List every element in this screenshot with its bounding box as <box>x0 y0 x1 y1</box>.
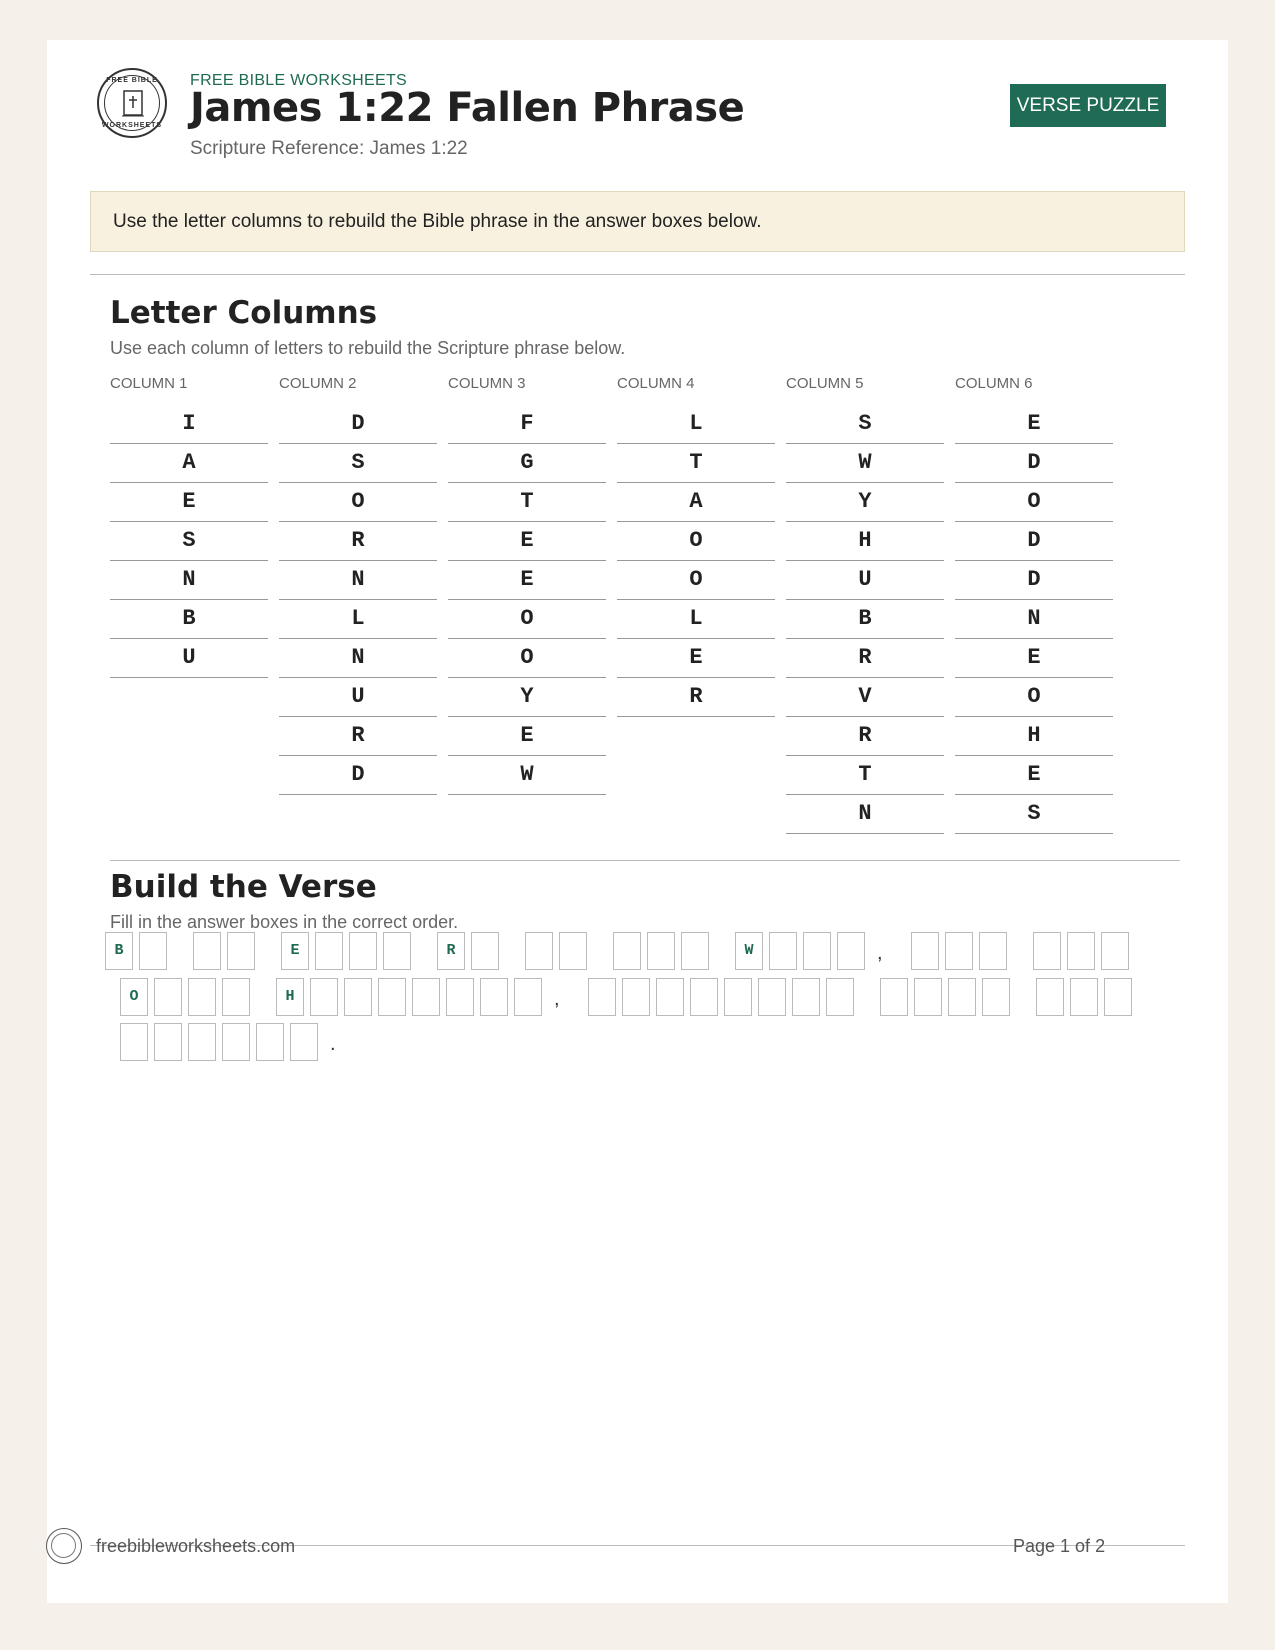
letter-cell: E <box>955 405 1113 444</box>
answer-box[interactable] <box>188 1023 216 1061</box>
answer-box[interactable] <box>154 978 182 1016</box>
answer-box[interactable] <box>945 932 973 970</box>
letter-cell: O <box>955 483 1113 522</box>
letter-cell: U <box>110 639 268 678</box>
punctuation-mark: . <box>330 1033 336 1055</box>
letter-cell: D <box>955 561 1113 600</box>
letter-cell: U <box>279 678 437 717</box>
column-label: COLUMN 6 <box>955 375 1033 392</box>
answer-box[interactable] <box>1036 978 1064 1016</box>
answer-box[interactable] <box>471 932 499 970</box>
letter-cell: O <box>955 678 1113 717</box>
letter-cell: G <box>448 444 606 483</box>
answer-box[interactable] <box>792 978 820 1016</box>
site-eyebrow: FREE BIBLE WORKSHEETS <box>190 72 408 89</box>
letter-cell: E <box>955 639 1113 678</box>
footer-site-url: freebibleworksheets.com <box>96 1536 296 1556</box>
letter-cell: Y <box>448 678 606 717</box>
footer-logo <box>46 1528 82 1564</box>
answer-box[interactable] <box>656 978 684 1016</box>
letter-cell: O <box>448 600 606 639</box>
answer-box[interactable] <box>349 932 377 970</box>
answer-box[interactable] <box>222 1023 250 1061</box>
letter-cell: R <box>279 717 437 756</box>
column-label: COLUMN 2 <box>279 375 357 392</box>
section-divider <box>90 274 1185 275</box>
letter-cell: A <box>617 483 775 522</box>
letter-cell: L <box>617 600 775 639</box>
build-verse-description: Fill in the answer boxes in the correct order. <box>110 912 459 932</box>
answer-box[interactable] <box>193 932 221 970</box>
answer-box[interactable]: R <box>437 932 465 970</box>
letter-cell: H <box>786 522 944 561</box>
letter-cell: U <box>786 561 944 600</box>
answer-box[interactable] <box>480 978 508 1016</box>
answer-box[interactable] <box>880 978 908 1016</box>
answer-box[interactable] <box>914 978 942 1016</box>
answer-box[interactable] <box>690 978 718 1016</box>
letter-cell: E <box>955 756 1113 795</box>
letter-cell: A <box>110 444 268 483</box>
answer-box[interactable] <box>948 978 976 1016</box>
letter-cell: S <box>786 405 944 444</box>
answer-box[interactable]: E <box>281 932 309 970</box>
answer-box[interactable] <box>559 932 587 970</box>
column-label: COLUMN 4 <box>617 375 695 392</box>
answer-box[interactable] <box>837 932 865 970</box>
letter-cell: D <box>955 444 1113 483</box>
letter-cell: S <box>110 522 268 561</box>
answer-box[interactable] <box>525 932 553 970</box>
letter-cell: R <box>786 639 944 678</box>
answer-box[interactable] <box>120 1023 148 1061</box>
answer-box[interactable] <box>803 932 831 970</box>
answer-box[interactable] <box>310 978 338 1016</box>
answer-box[interactable] <box>514 978 542 1016</box>
answer-box[interactable] <box>315 932 343 970</box>
letter-cell: T <box>786 756 944 795</box>
answer-box[interactable] <box>1101 932 1129 970</box>
letter-cell: B <box>786 600 944 639</box>
column-label: COLUMN 5 <box>786 375 864 392</box>
letter-column <box>279 375 437 795</box>
build-verse-title: Build the Verse <box>110 869 377 905</box>
answer-box[interactable] <box>647 932 675 970</box>
answer-box[interactable] <box>154 1023 182 1061</box>
letter-column <box>110 375 268 678</box>
letter-cell: D <box>279 756 437 795</box>
letter-cell: W <box>448 756 606 795</box>
section-divider <box>110 860 1180 861</box>
answer-box[interactable] <box>378 978 406 1016</box>
letter-cell: F <box>448 405 606 444</box>
answer-box[interactable] <box>222 978 250 1016</box>
letter-cell: N <box>955 600 1113 639</box>
answer-box[interactable] <box>256 1023 284 1061</box>
answer-box[interactable] <box>758 978 786 1016</box>
column-label: COLUMN 1 <box>110 375 188 392</box>
letter-cell: E <box>448 717 606 756</box>
letter-cell: E <box>448 561 606 600</box>
bible-icon <box>119 88 149 120</box>
answer-box[interactable] <box>446 978 474 1016</box>
answer-box[interactable] <box>139 932 167 970</box>
letter-cell: W <box>786 444 944 483</box>
letter-cell: I <box>110 405 268 444</box>
letter-cell: R <box>279 522 437 561</box>
answer-box[interactable] <box>724 978 752 1016</box>
answer-box[interactable] <box>227 932 255 970</box>
letter-cell: E <box>617 639 775 678</box>
punctuation-mark: , <box>554 988 560 1010</box>
answer-box[interactable] <box>911 932 939 970</box>
answer-box[interactable]: B <box>105 932 133 970</box>
letter-cell: R <box>617 678 775 717</box>
letter-cell: S <box>279 444 437 483</box>
answer-box[interactable]: H <box>276 978 304 1016</box>
letter-cell: O <box>617 522 775 561</box>
letter-cell: L <box>279 600 437 639</box>
worksheet-page <box>47 40 1228 1603</box>
answer-box[interactable] <box>383 932 411 970</box>
letter-cell: N <box>279 561 437 600</box>
letter-cell: N <box>279 639 437 678</box>
instructions-box: Use the letter columns to rebuild the Bible phrase in the answer boxes below. <box>90 191 1185 252</box>
letter-cell: E <box>110 483 268 522</box>
answer-box[interactable] <box>344 978 372 1016</box>
letter-columns-title: Letter Columns <box>110 295 378 331</box>
letter-cell: V <box>786 678 944 717</box>
letter-cell: H <box>955 717 1113 756</box>
letter-cell: T <box>448 483 606 522</box>
answer-box[interactable] <box>290 1023 318 1061</box>
letter-cell: N <box>110 561 268 600</box>
page-title: James 1:22 Fallen Phrase <box>190 85 745 131</box>
site-logo <box>97 68 167 138</box>
letter-cell: N <box>786 795 944 834</box>
puzzle-type-badge: VERSE PUZZLE <box>1010 84 1166 127</box>
answer-box[interactable]: O <box>120 978 148 1016</box>
answer-box[interactable] <box>613 932 641 970</box>
letter-column <box>617 375 775 717</box>
answer-box[interactable] <box>622 978 650 1016</box>
letter-cell: E <box>448 522 606 561</box>
answer-box[interactable] <box>826 978 854 1016</box>
answer-box[interactable] <box>1104 978 1132 1016</box>
answer-box[interactable] <box>588 978 616 1016</box>
scripture-reference: Scripture Reference: James 1:22 <box>190 138 468 159</box>
logo-text-top: FREE BIBLE <box>106 77 158 84</box>
letter-cell: T <box>617 444 775 483</box>
letter-cell: O <box>617 561 775 600</box>
page-number: Page 1 of 2 <box>1013 1536 1106 1556</box>
answer-box[interactable] <box>1033 932 1061 970</box>
letter-cell: L <box>617 405 775 444</box>
answer-box[interactable] <box>982 978 1010 1016</box>
column-label: COLUMN 3 <box>448 375 526 392</box>
answer-box[interactable] <box>979 932 1007 970</box>
answer-box[interactable] <box>1070 978 1098 1016</box>
letter-cell: O <box>279 483 437 522</box>
answer-box[interactable]: W <box>735 932 763 970</box>
letter-cell: D <box>279 405 437 444</box>
letter-cell: B <box>110 600 268 639</box>
letter-cell: O <box>448 639 606 678</box>
letter-column <box>448 375 606 795</box>
answer-box[interactable] <box>1067 932 1095 970</box>
answer-box[interactable] <box>412 978 440 1016</box>
punctuation-mark: , <box>877 942 883 964</box>
header <box>47 40 1228 170</box>
logo-text-bottom: WORKSHEETS <box>101 122 163 129</box>
letter-cell: Y <box>786 483 944 522</box>
letter-column <box>786 375 944 834</box>
answer-box[interactable] <box>188 978 216 1016</box>
letter-cell: S <box>955 795 1113 834</box>
letter-column <box>955 375 1113 834</box>
answer-box[interactable] <box>769 932 797 970</box>
letter-cell: D <box>955 522 1113 561</box>
letter-columns-description: Use each column of letters to rebuild the Scripture phrase below. <box>110 338 626 358</box>
letter-cell: R <box>786 717 944 756</box>
answer-box[interactable] <box>681 932 709 970</box>
